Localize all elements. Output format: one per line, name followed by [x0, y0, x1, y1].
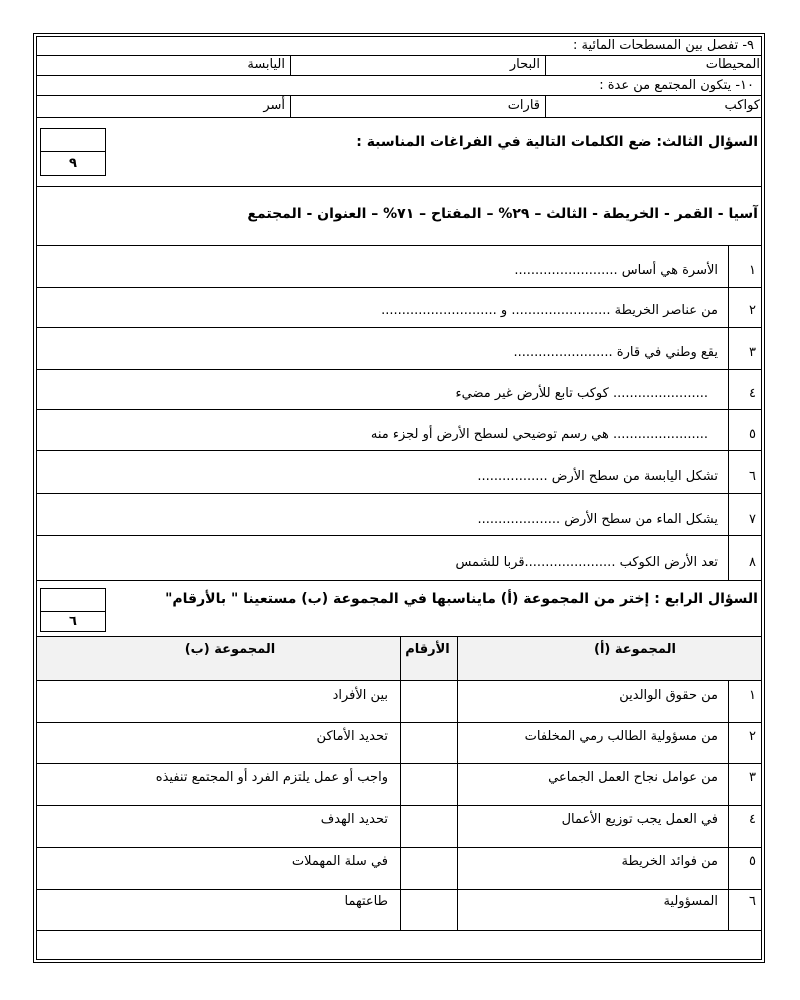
match-group-b-item: في سلة المهملات — [291, 854, 388, 869]
match-group-a-item: المسؤولية — [663, 894, 718, 909]
fill-in-sentence: تشكل اليابسة من سطح الأرض ................. — [477, 469, 718, 484]
fill-in-number: ٦ — [749, 469, 756, 484]
section-3-score-box — [40, 128, 106, 176]
question-10-choice: أسر — [263, 98, 285, 113]
fill-in-number: ١ — [749, 263, 756, 278]
section-4-title: السؤال الرابع : إختر من المجموعة (أ) مايناسبها في المجموعة (ب) مستعينا " بالأرقام" — [165, 591, 758, 607]
match-number: ٣ — [749, 770, 756, 785]
fill-in-number: ٨ — [749, 555, 756, 570]
section-4-score-box — [40, 588, 106, 632]
header-group-b: المجموعة (ب) — [184, 642, 276, 657]
match-group-b-item: واجب أو عمل يلتزم الفرد أو المجتمع تنفيذه — [155, 770, 388, 785]
question-10-choice: كواكب — [724, 98, 760, 113]
match-group-a-item: من فوائد الخريطة — [621, 854, 718, 869]
fill-in-sentence: ....................... هي رسم توضيحي لسطح الأرض أو لجزء منه — [370, 427, 708, 442]
fill-in-sentence: ....................... كوكب تابع للأرض غير مضيء — [455, 386, 708, 401]
match-answer-cell[interactable] — [401, 723, 457, 763]
fill-in-sentence: تعد الأرض الكوكب ......................قربا للشمس — [455, 555, 718, 570]
question-9-choice: البحار — [509, 57, 540, 72]
section-3-title: السؤال الثالث: ضع الكلمات التالية في الفراغات المناسبة : — [356, 134, 758, 150]
match-group-a-item: في العمل يجب توزيع الأعمال — [561, 812, 718, 827]
match-group-b-item: طاعتهما — [344, 894, 388, 909]
match-group-a-item: من حقوق الوالدين — [619, 688, 718, 703]
question-10-choice: قارات — [507, 98, 540, 113]
match-number: ٤ — [749, 812, 756, 827]
header-group-a: المجموعة (أ) — [594, 642, 676, 657]
match-group-b-item: بين الأفراد — [332, 688, 388, 703]
match-number: ١ — [749, 688, 756, 703]
match-answer-cell[interactable] — [401, 764, 457, 805]
fill-in-sentence: يقع وطني في قارة ........................ — [513, 345, 718, 360]
section-4-score: ٦ — [69, 614, 77, 629]
fill-in-sentence: من عناصر الخريطة ........................ و ............................ — [381, 303, 718, 318]
header-numbers: الأرقام — [405, 642, 450, 657]
match-answer-cell[interactable] — [401, 681, 457, 722]
match-group-b-item: تحديد الهدف — [320, 812, 388, 827]
fill-in-sentence: الأسرة هي أساس ......................... — [514, 263, 718, 278]
fill-in-sentence: يشكل الماء من سطح الأرض .................... — [477, 512, 718, 527]
match-group-a-item: من مسؤولية الطالب رمي المخلفات — [524, 729, 718, 744]
fill-in-number: ٣ — [749, 345, 756, 360]
question-9-choice: المحيطات — [705, 57, 760, 72]
fill-in-number: ٢ — [749, 303, 756, 318]
match-group-a-item: من عوامل نجاح العمل الجماعي — [548, 770, 718, 785]
match-answer-cell[interactable] — [401, 848, 457, 889]
question-9-prompt: ٩- تفصل بين المسطحات المائية : — [573, 38, 754, 53]
match-number: ٢ — [749, 729, 756, 744]
question-10-prompt: ١٠- يتكون المجتمع من عدة : — [599, 78, 754, 93]
word-bank: آسيا - القمر - الخريطة - الثالث – ٢٩% – المفتاح – ٧١% – العنوان - المجتمع — [247, 206, 758, 222]
match-number: ٥ — [749, 854, 756, 869]
fill-in-number: ٤ — [749, 386, 756, 401]
question-9-choice: اليابسة — [247, 57, 285, 72]
fill-in-number: ٥ — [749, 427, 756, 442]
fill-in-number: ٧ — [749, 512, 756, 527]
match-group-b-item: تحديد الأماكن — [316, 729, 388, 744]
match-answer-cell[interactable] — [401, 806, 457, 847]
section-3-score: ٩ — [69, 156, 77, 171]
match-answer-cell[interactable] — [401, 890, 457, 930]
match-number: ٦ — [749, 894, 756, 909]
